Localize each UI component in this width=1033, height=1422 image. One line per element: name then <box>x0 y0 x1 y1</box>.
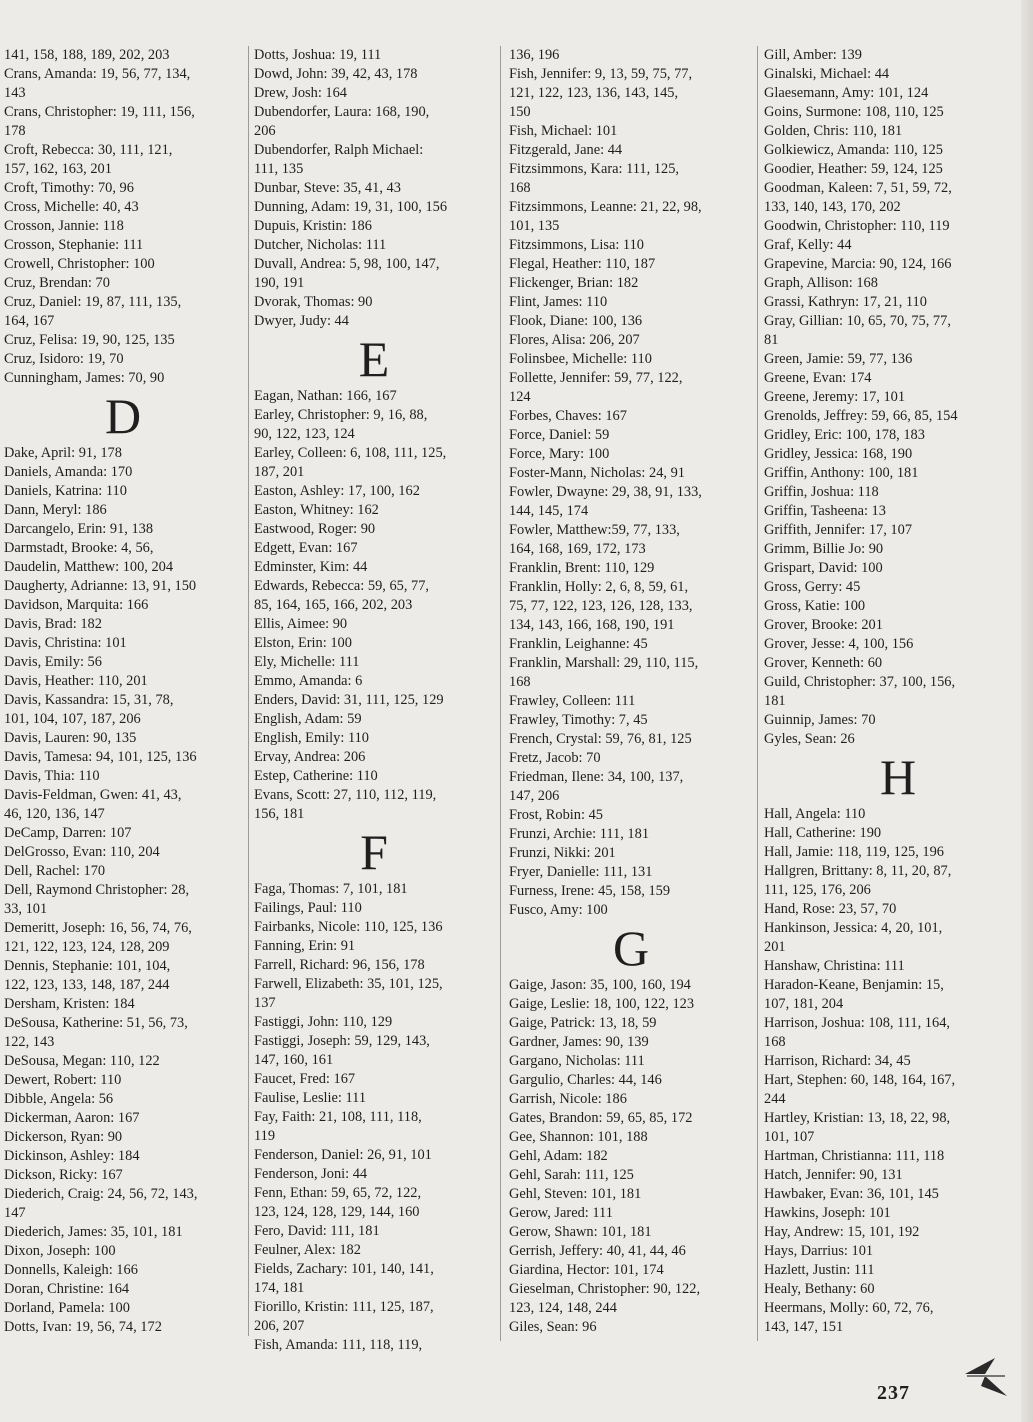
index-entry: 164, 168, 169, 172, 173 <box>509 541 646 557</box>
index-entry: Gerow, Jared: 111 <box>509 1205 613 1221</box>
index-entry: Franklin, Holly: 2, 6, 8, 59, 61, <box>509 579 689 595</box>
index-entry: DeCamp, Darren: 107 <box>4 825 132 841</box>
index-entry: Dennis, Stephanie: 101, 104, <box>4 958 171 974</box>
index-entry: Demeritt, Joseph: 16, 56, 74, 76, <box>4 920 192 936</box>
index-entry: Hazlett, Justin: 111 <box>764 1262 875 1278</box>
index-entry: 190, 191 <box>254 275 305 291</box>
index-entry: 147, 160, 161 <box>254 1052 334 1068</box>
index-entry: Davis, Kassandra: 15, 31, 78, <box>4 692 174 708</box>
index-entry: Flook, Diane: 100, 136 <box>509 313 643 329</box>
index-entry: Frunzi, Nikki: 201 <box>509 845 616 861</box>
index-entry: Gross, Katie: 100 <box>764 598 866 614</box>
index-entry: DelGrosso, Evan: 110, 204 <box>4 844 160 860</box>
index-entry: Dunning, Adam: 19, 31, 100, 156 <box>254 199 448 215</box>
index-entry: Duvall, Andrea: 5, 98, 100, 147, <box>254 256 440 272</box>
index-entry: Daudelin, Matthew: 100, 204 <box>4 559 174 575</box>
index-entry: Enders, David: 31, 111, 125, 129 <box>254 692 444 708</box>
index-entry: Ellis, Aimee: 90 <box>254 616 348 632</box>
index-entry: Emmo, Amanda: 6 <box>254 673 363 689</box>
index-entry: Dickson, Ricky: 167 <box>4 1167 123 1183</box>
index-entry: Grispart, David: 100 <box>764 560 883 576</box>
index-entry: 143, 147, 151 <box>764 1319 844 1335</box>
index-entry: Farrell, Richard: 96, 156, 178 <box>254 957 425 973</box>
index-entry: Fitzsimmons, Leanne: 21, 22, 98, <box>509 199 702 215</box>
section-letter: H <box>879 749 917 805</box>
index-entry: 134, 143, 166, 168, 190, 191 <box>509 617 675 633</box>
index-entry: Daugherty, Adrianne: 13, 91, 150 <box>4 578 197 594</box>
index-entry: Friedman, Ilene: 34, 100, 137, <box>509 769 684 785</box>
column-divider <box>500 46 501 1341</box>
index-entry: Dupuis, Kristin: 186 <box>254 218 372 234</box>
index-entry: Easton, Whitney: 162 <box>254 502 379 518</box>
index-entry: Graf, Kelly: 44 <box>764 237 852 253</box>
index-column-2 <box>254 46 494 1355</box>
index-entry: Green, Jamie: 59, 77, 136 <box>764 351 913 367</box>
index-entry: Crans, Christopher: 19, 111, 156, <box>4 104 195 120</box>
index-entry: Franklin, Marshall: 29, 110, 115, <box>509 655 699 671</box>
index-entry: 75, 77, 122, 123, 126, 128, 133, <box>509 598 693 614</box>
index-entry: Dixon, Joseph: 100 <box>4 1243 116 1259</box>
index-entry: English, Emily: 110 <box>254 730 369 746</box>
index-entry: Davis, Brad: 182 <box>4 616 102 632</box>
index-entry: Earley, Colleen: 6, 108, 111, 125, <box>254 445 447 461</box>
index-entry: Cunningham, James: 70, 90 <box>4 370 165 386</box>
index-entry: Gehl, Sarah: 111, 125 <box>509 1167 634 1183</box>
index-entry: Griffin, Anthony: 100, 181 <box>764 465 919 481</box>
index-entry: Croft, Rebecca: 30, 111, 121, <box>4 142 173 158</box>
index-entry: Healy, Bethany: 60 <box>764 1281 875 1297</box>
page-turn-arrow-icon <box>955 1352 1015 1402</box>
index-entry: Ginalski, Michael: 44 <box>764 66 890 82</box>
index-entry: Fryer, Danielle: 111, 131 <box>509 864 653 880</box>
index-entry: DeSousa, Megan: 110, 122 <box>4 1053 160 1069</box>
section-letter: G <box>612 920 650 976</box>
index-entry: Gridley, Eric: 100, 178, 183 <box>764 427 925 443</box>
index-entry: Glaesemann, Amy: 101, 124 <box>764 85 929 101</box>
index-entry: 46, 120, 136, 147 <box>4 806 105 822</box>
index-entry: Gaige, Leslie: 18, 100, 122, 123 <box>509 996 695 1012</box>
index-entry: Grover, Jesse: 4, 100, 156 <box>764 636 914 652</box>
index-entry: Daniels, Katrina: 110 <box>4 483 127 499</box>
index-entry: Flickenger, Brian: 182 <box>509 275 639 291</box>
index-entry: Faga, Thomas: 7, 101, 181 <box>254 881 408 897</box>
index-entry: Hays, Darrius: 101 <box>764 1243 874 1259</box>
index-entry: Crosson, Stephanie: 111 <box>4 237 144 253</box>
index-entry: Frunzi, Archie: 111, 181 <box>509 826 650 842</box>
index-entry: Fero, David: 111, 181 <box>254 1223 380 1239</box>
index-entry: Cruz, Isidoro: 19, 70 <box>4 351 124 367</box>
index-entry: Davis, Emily: 56 <box>4 654 102 670</box>
index-entry: Griffin, Joshua: 118 <box>764 484 879 500</box>
index-entry: Davidson, Marquita: 166 <box>4 597 149 613</box>
index-entry: Hawbaker, Evan: 36, 101, 145 <box>764 1186 939 1202</box>
index-entry: DeSousa, Katherine: 51, 56, 73, <box>4 1015 188 1031</box>
index-entry: Gray, Gillian: 10, 65, 70, 75, 77, <box>764 313 951 329</box>
index-entry: 206, 207 <box>254 1318 305 1334</box>
index-entry: Goodier, Heather: 59, 124, 125 <box>764 161 943 177</box>
index-entry: Gross, Gerry: 45 <box>764 579 861 595</box>
index-entry: 123, 124, 128, 129, 144, 160 <box>254 1204 420 1220</box>
index-entry: 90, 122, 123, 124 <box>254 426 355 442</box>
index-entry: Heermans, Molly: 60, 72, 76, <box>764 1300 934 1316</box>
index-entry: Gargano, Nicholas: 111 <box>509 1053 645 1069</box>
index-entry: Hanshaw, Christina: 111 <box>764 958 905 974</box>
index-entry: 123, 124, 148, 244 <box>509 1300 617 1316</box>
index-entry: Fish, Jennifer: 9, 13, 59, 75, 77, <box>509 66 693 82</box>
index-entry: French, Crystal: 59, 76, 81, 125 <box>509 731 692 747</box>
index-entry: Grapevine, Marcia: 90, 124, 166 <box>764 256 952 272</box>
index-entry: Flegal, Heather: 110, 187 <box>509 256 656 272</box>
index-entry: Harrison, Joshua: 108, 111, 164, <box>764 1015 950 1031</box>
index-entry: Fowler, Dwayne: 29, 38, 91, 133, <box>509 484 702 500</box>
index-entry: Fiorillo, Kristin: 111, 125, 187, <box>254 1299 434 1315</box>
index-entry: Fish, Michael: 101 <box>509 123 618 139</box>
index-entry: Davis, Tamesa: 94, 101, 125, 136 <box>4 749 197 765</box>
index-entry: 111, 135 <box>254 161 304 177</box>
index-entry: Dibble, Angela: 56 <box>4 1091 114 1107</box>
index-entry: 156, 181 <box>254 806 305 822</box>
index-entry: Hallgren, Brittany: 8, 11, 20, 87, <box>764 863 952 879</box>
column-divider <box>248 46 249 1336</box>
index-entry: Grover, Brooke: 201 <box>764 617 883 633</box>
index-entry: Grimm, Billie Jo: 90 <box>764 541 884 557</box>
column-divider <box>757 46 758 1341</box>
index-entry: Dewert, Robert: 110 <box>4 1072 122 1088</box>
index-entry: Harrison, Richard: 34, 45 <box>764 1053 911 1069</box>
index-entry: Hart, Stephen: 60, 148, 164, 167, <box>764 1072 956 1088</box>
index-entry: 181 <box>764 693 786 709</box>
index-entry: 101, 107 <box>764 1129 815 1145</box>
index-entry: Franklin, Leighanne: 45 <box>509 636 648 652</box>
index-entry: Crowell, Christopher: 100 <box>4 256 155 272</box>
index-entry: Fastiggi, John: 110, 129 <box>254 1014 393 1030</box>
index-entry: Gates, Brandon: 59, 65, 85, 172 <box>509 1110 693 1126</box>
index-entry: Dubendorfer, Ralph Michael: <box>254 142 424 158</box>
index-entry: Goodwin, Christopher: 110, 119 <box>764 218 950 234</box>
index-entry: Dunbar, Steve: 35, 41, 43 <box>254 180 401 196</box>
index-entry: Farwell, Elizabeth: 35, 101, 125, <box>254 976 443 992</box>
index-entry: 168 <box>509 674 531 690</box>
index-entry: Gerrish, Jeffery: 40, 41, 44, 46 <box>509 1243 686 1259</box>
index-entry: Gargulio, Charles: 44, 146 <box>509 1072 662 1088</box>
index-entry: Feulner, Alex: 182 <box>254 1242 361 1258</box>
index-entry: Hawkins, Joseph: 101 <box>764 1205 891 1221</box>
index-entry: Cruz, Daniel: 19, 87, 111, 135, <box>4 294 182 310</box>
index-entry: Furness, Irene: 45, 158, 159 <box>509 883 671 899</box>
index-entry: Gardner, James: 90, 139 <box>509 1034 649 1050</box>
index-entry: Grenolds, Jeffrey: 59, 66, 85, 154 <box>764 408 958 424</box>
index-entry: 201 <box>764 939 786 955</box>
index-entry: 147 <box>4 1205 26 1221</box>
index-entry: Edwards, Rebecca: 59, 65, 77, <box>254 578 430 594</box>
index-entry: Dwyer, Judy: 44 <box>254 313 349 329</box>
index-entry: Fenn, Ethan: 59, 65, 72, 122, <box>254 1185 422 1201</box>
index-entry: Giles, Sean: 96 <box>509 1319 597 1335</box>
index-entry: Golkiewicz, Amanda: 110, 125 <box>764 142 943 158</box>
index-entry: Eagan, Nathan: 166, 167 <box>254 388 397 404</box>
index-entry: 81 <box>764 332 779 348</box>
index-entry: Frost, Robin: 45 <box>509 807 603 823</box>
index-entry: Flint, James: 110 <box>509 294 608 310</box>
index-entry: Goodman, Kaleen: 7, 51, 59, 72, <box>764 180 952 196</box>
index-entry: Cruz, Felisa: 19, 90, 125, 135 <box>4 332 175 348</box>
index-entry: Dell, Raymond Christopher: 28, <box>4 882 190 898</box>
index-entry: Ervay, Andrea: 206 <box>254 749 366 765</box>
index-entry: Fusco, Amy: 100 <box>509 902 608 918</box>
index-entry: 157, 162, 163, 201 <box>4 161 112 177</box>
index-entry: 141, 158, 188, 189, 202, 203 <box>4 47 170 63</box>
index-entry: 122, 123, 133, 148, 187, 244 <box>4 977 170 993</box>
index-entry: 144, 145, 174 <box>509 503 589 519</box>
index-entry: 121, 122, 123, 136, 143, 145, <box>509 85 679 101</box>
index-column-3 <box>509 46 753 1337</box>
index-entry: Edgett, Evan: 167 <box>254 540 358 556</box>
index-entry: Gee, Shannon: 101, 188 <box>509 1129 648 1145</box>
index-entry: Gill, Amber: 139 <box>764 47 862 63</box>
index-entry: Force, Mary: 100 <box>509 446 610 462</box>
index-entry: Dickerman, Aaron: 167 <box>4 1110 140 1126</box>
index-entry: Gieselman, Christopher: 90, 122, <box>509 1281 701 1297</box>
index-entry: Fields, Zachary: 101, 140, 141, <box>254 1261 434 1277</box>
index-entry: Evans, Scott: 27, 110, 112, 119, <box>254 787 437 803</box>
index-entry: Crosson, Jannie: 118 <box>4 218 124 234</box>
index-entry: 85, 164, 165, 166, 202, 203 <box>254 597 413 613</box>
index-entry: Easton, Ashley: 17, 100, 162 <box>254 483 420 499</box>
index-entry: Fitzsimmons, Lisa: 110 <box>509 237 644 253</box>
index-entry: Dubendorfer, Laura: 168, 190, <box>254 104 430 120</box>
index-entry: 168 <box>509 180 531 196</box>
index-entry: 143 <box>4 85 26 101</box>
index-entry: Donnells, Kaleigh: 166 <box>4 1262 138 1278</box>
index-entry: Gyles, Sean: 26 <box>764 731 855 747</box>
index-entry: Dowd, John: 39, 42, 43, 178 <box>254 66 418 82</box>
index-entry: Foster-Mann, Nicholas: 24, 91 <box>509 465 685 481</box>
index-entry: Fitzsimmons, Kara: 111, 125, <box>509 161 680 177</box>
index-entry: 187, 201 <box>254 464 305 480</box>
index-entry: Hankinson, Jessica: 4, 20, 101, <box>764 920 943 936</box>
index-entry: Gridley, Jessica: 168, 190 <box>764 446 913 462</box>
index-entry: Fay, Faith: 21, 108, 111, 118, <box>254 1109 422 1125</box>
index-entry: Haradon-Keane, Benjamin: 15, <box>764 977 944 993</box>
index-entry: 178 <box>4 123 26 139</box>
index-entry: Hall, Catherine: 190 <box>764 825 882 841</box>
index-entry: Dotts, Ivan: 19, 56, 74, 172 <box>4 1319 162 1335</box>
index-entry: Guinnip, James: 70 <box>764 712 876 728</box>
index-entry: 137 <box>254 995 276 1011</box>
index-entry: 150 <box>509 104 531 120</box>
index-entry: Force, Daniel: 59 <box>509 427 610 443</box>
index-entry: Dutcher, Nicholas: 111 <box>254 237 387 253</box>
index-entry: Doran, Christine: 164 <box>4 1281 130 1297</box>
index-entry: Gaige, Jason: 35, 100, 160, 194 <box>509 977 691 993</box>
index-entry: 174, 181 <box>254 1280 305 1296</box>
index-entry: Daniels, Amanda: 170 <box>4 464 133 480</box>
index-entry: Frawley, Timothy: 7, 45 <box>509 712 648 728</box>
index-entry: Elston, Erin: 100 <box>254 635 352 651</box>
index-entry: Dann, Meryl: 186 <box>4 502 107 518</box>
index-entry: Fowler, Matthew:59, 77, 133, <box>509 522 680 538</box>
index-entry: Gehl, Adam: 182 <box>509 1148 608 1164</box>
index-entry: Frawley, Colleen: 111 <box>509 693 636 709</box>
index-entry: Fenderson, Daniel: 26, 91, 101 <box>254 1147 432 1163</box>
index-entry: 168 <box>764 1034 786 1050</box>
index-entry: Gehl, Steven: 101, 181 <box>509 1186 642 1202</box>
index-entry: 119 <box>254 1128 276 1144</box>
index-entry: Golden, Chris: 110, 181 <box>764 123 903 139</box>
index-entry: Darcangelo, Erin: 91, 138 <box>4 521 154 537</box>
index-entry: Davis, Christina: 101 <box>4 635 127 651</box>
index-entry: Dorland, Pamela: 100 <box>4 1300 130 1316</box>
index-entry: Failings, Paul: 110 <box>254 900 362 916</box>
index-entry: Fanning, Erin: 91 <box>254 938 356 954</box>
index-entry: Dickerson, Ryan: 90 <box>4 1129 123 1145</box>
index-entry: Goins, Surmone: 108, 110, 125 <box>764 104 944 120</box>
index-entry: Gaige, Patrick: 13, 18, 59 <box>509 1015 657 1031</box>
index-entry: Guild, Christopher: 37, 100, 156, <box>764 674 956 690</box>
index-entry: Hartley, Kristian: 13, 18, 22, 98, <box>764 1110 951 1126</box>
index-entry: Fenderson, Joni: 44 <box>254 1166 368 1182</box>
index-entry: Greene, Evan: 174 <box>764 370 872 386</box>
index-entry: Greene, Jeremy: 17, 101 <box>764 389 906 405</box>
index-entry: Darmstadt, Brooke: 4, 56, <box>4 540 154 556</box>
index-entry: Hall, Jamie: 118, 119, 125, 196 <box>764 844 944 860</box>
index-entry: Estep, Catherine: 110 <box>254 768 378 784</box>
index-entry: Hand, Rose: 23, 57, 70 <box>764 901 897 917</box>
index-entry: Edminster, Kim: 44 <box>254 559 368 575</box>
index-entry: English, Adam: 59 <box>254 711 362 727</box>
index-entry: Forbes, Chaves: 167 <box>509 408 627 424</box>
section-letter: E <box>358 331 390 387</box>
index-entry: Faulise, Leslie: 111 <box>254 1090 367 1106</box>
index-entry: 147, 206 <box>509 788 560 804</box>
index-entry: Hatch, Jennifer: 90, 131 <box>764 1167 903 1183</box>
index-entry: Davis, Heather: 110, 201 <box>4 673 148 689</box>
index-entry: Faucet, Fred: 167 <box>254 1071 356 1087</box>
index-entry: Fairbanks, Nicole: 110, 125, 136 <box>254 919 443 935</box>
index-entry: Graph, Allison: 168 <box>764 275 878 291</box>
index-entry: Hall, Angela: 110 <box>764 806 866 822</box>
index-entry: Crans, Amanda: 19, 56, 77, 134, <box>4 66 191 82</box>
index-entry: Ely, Michelle: 111 <box>254 654 360 670</box>
index-entry: Hartman, Christianna: 111, 118 <box>764 1148 945 1164</box>
index-entry: Cruz, Brendan: 70 <box>4 275 110 291</box>
index-column-1 <box>4 46 242 1337</box>
index-entry: Follette, Jennifer: 59, 77, 122, <box>509 370 683 386</box>
index-entry: Cross, Michelle: 40, 43 <box>4 199 139 215</box>
index-entry: Flores, Alisa: 206, 207 <box>509 332 640 348</box>
index-entry: 164, 167 <box>4 313 55 329</box>
index-entry: Fastiggi, Joseph: 59, 129, 143, <box>254 1033 430 1049</box>
section-letter: F <box>360 824 388 880</box>
index-entry: Drew, Josh: 164 <box>254 85 347 101</box>
index-entry: Garrish, Nicole: 186 <box>509 1091 627 1107</box>
index-entry: Griffin, Tasheena: 13 <box>764 503 886 519</box>
index-entry: Dake, April: 91, 178 <box>4 445 122 461</box>
index-entry: Davis-Feldman, Gwen: 41, 43, <box>4 787 182 803</box>
index-entry: 133, 140, 143, 170, 202 <box>764 199 901 215</box>
page-number: 237 <box>877 1382 910 1404</box>
index-entry: Grover, Kenneth: 60 <box>764 655 883 671</box>
index-entry: Earley, Christopher: 9, 16, 88, <box>254 407 428 423</box>
index-entry: Folinsbee, Michelle: 110 <box>509 351 652 367</box>
index-entry: Griffith, Jennifer: 17, 107 <box>764 522 913 538</box>
index-column-4 <box>764 46 1032 1337</box>
index-entry: Croft, Timothy: 70, 96 <box>4 180 134 196</box>
index-entry: Dickinson, Ashley: 184 <box>4 1148 140 1164</box>
index-entry: Fretz, Jacob: 70 <box>509 750 601 766</box>
index-entry: 107, 181, 204 <box>764 996 844 1012</box>
index-entry: 244 <box>764 1091 786 1107</box>
index-entry: Hay, Andrew: 15, 101, 192 <box>764 1224 920 1240</box>
index-entry: Davis, Lauren: 90, 135 <box>4 730 137 746</box>
index-entry: 111, 125, 176, 206 <box>764 882 871 898</box>
index-entry: Gerow, Shawn: 101, 181 <box>509 1224 652 1240</box>
section-letter: D <box>104 388 142 444</box>
index-entry: Dvorak, Thomas: 90 <box>254 294 373 310</box>
index-entry: 33, 101 <box>4 901 48 917</box>
index-entry: Diederich, James: 35, 101, 181 <box>4 1224 183 1240</box>
index-entry: 122, 143 <box>4 1034 55 1050</box>
index-entry: 121, 122, 123, 124, 128, 209 <box>4 939 170 955</box>
index-entry: Grassi, Kathryn: 17, 21, 110 <box>764 294 927 310</box>
index-entry: Fitzgerald, Jane: 44 <box>509 142 623 158</box>
index-entry: 124 <box>509 389 531 405</box>
index-entry: 136, 196 <box>509 47 560 63</box>
index-entry: Diederich, Craig: 24, 56, 72, 143, <box>4 1186 198 1202</box>
index-entry: Giardina, Hector: 101, 174 <box>509 1262 664 1278</box>
index-entry: Dersham, Kristen: 184 <box>4 996 135 1012</box>
index-entry: Davis, Thia: 110 <box>4 768 100 784</box>
index-entry: Franklin, Brent: 110, 129 <box>509 560 655 576</box>
index-entry: Dell, Rachel: 170 <box>4 863 106 879</box>
index-entry: 101, 135 <box>509 218 560 234</box>
index-entry: Eastwood, Roger: 90 <box>254 521 376 537</box>
index-entry: Dotts, Joshua: 19, 111 <box>254 47 382 63</box>
index-entry: 101, 104, 107, 187, 206 <box>4 711 141 727</box>
index-entry: Fish, Amanda: 111, 118, 119, <box>254 1337 423 1353</box>
index-entry: 206 <box>254 123 276 139</box>
